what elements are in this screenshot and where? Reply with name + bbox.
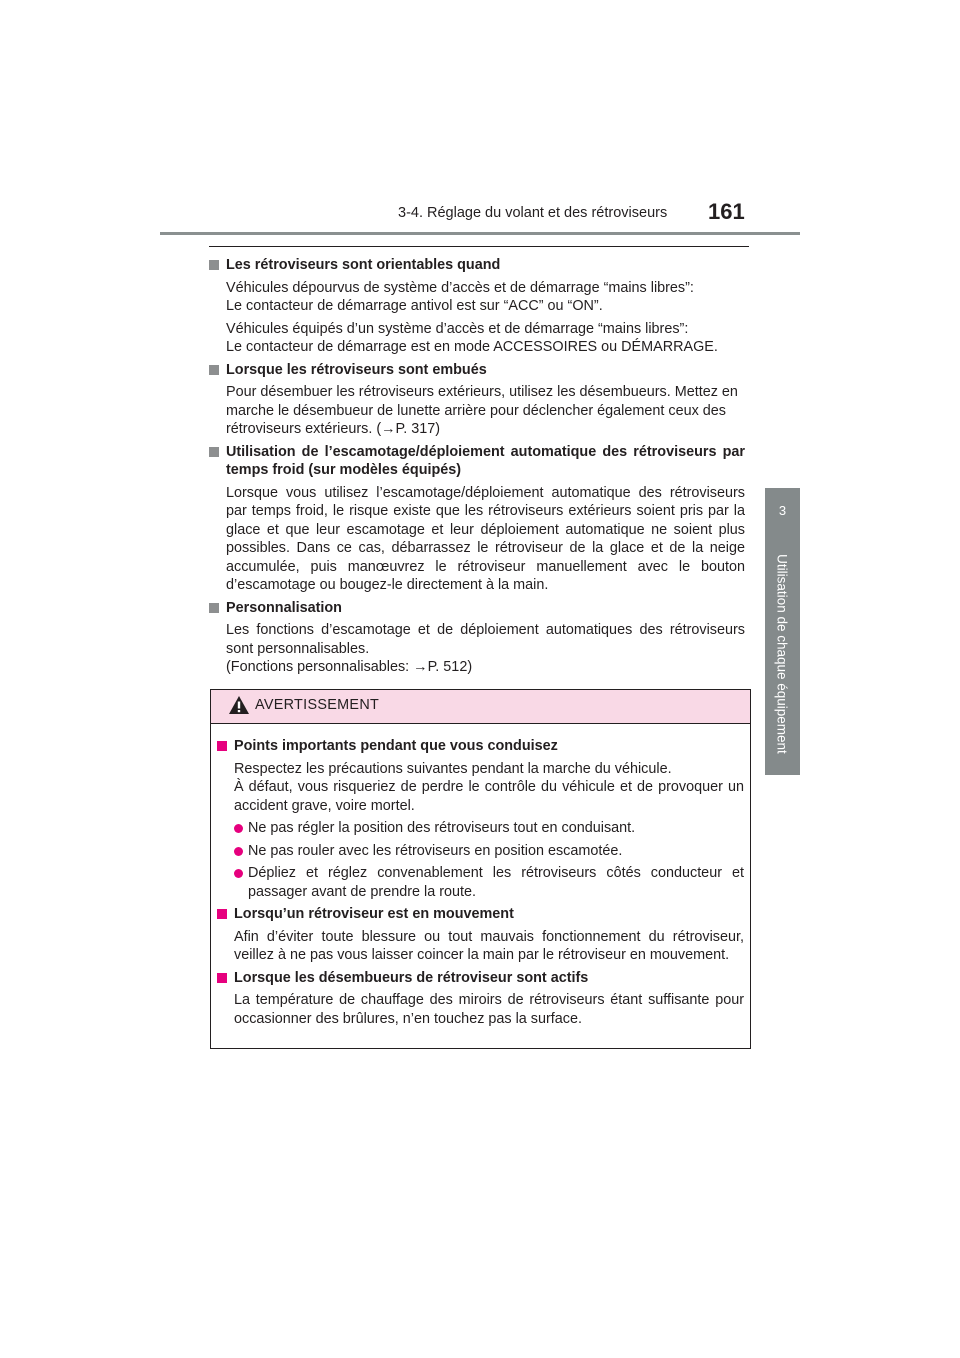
paragraph: Lorsque vous utilisez l’escamotage/déploiement automatique des rétroviseurs par temps froid, le risque existe que les rétroviseurs extérieurs soient pris par la glace et que leur escamotage et leur déploiement automatique ne soient plus possibles. Dans ce cas, débarrassez le rétroviseur de la glace et de la neige accumulée, puis manœuvrez le rétroviseur manuellement avec le bouton d’escamotage ou bougez-le directement à la main.: [226, 484, 745, 593]
paragraph: Respectez les précautions suivantes pendant la marche du véhicule. À défaut, vous risqueriez de perdre le contrôle du véhicule et de provoquer un accident grave, voire mortel.: [234, 760, 744, 814]
warning-item-driving: [217, 737, 744, 901]
pink-square-bullet-icon: [217, 909, 227, 919]
chapter-number: 3: [778, 503, 787, 518]
square-bullet-icon: [209, 447, 219, 457]
section-heading: Personnalisation: [209, 599, 745, 618]
main-content: [209, 256, 745, 681]
section-mirror-adjustable: [209, 256, 745, 357]
bullet-item: Ne pas régler la position des rétroviseurs tout en conduisant.: [217, 819, 744, 838]
pink-square-bullet-icon: [217, 741, 227, 751]
warning-heading: Points importants pendant que vous conduisez: [217, 737, 744, 756]
paragraph: La température de chauffage des miroirs de rétroviseurs étant suffisante pour occasionner des brûlures, n’en touchez pas la surface.: [234, 992, 744, 1027]
bullet-item: Ne pas rouler avec les rétroviseurs en position escamotée.: [217, 842, 744, 861]
warning-box: [210, 689, 751, 1049]
warning-item-defoggers-active: [217, 969, 744, 1029]
section-heading: Utilisation de l’escamotage/déploiement automatique des rétroviseurs par temps froid (sur modèles équipés): [209, 443, 745, 480]
section-customization: [209, 599, 745, 677]
paragraph: Afin d’éviter toute blessure ou tout mauvais fonctionnement du rétroviseur, veillez à ne pas vous laisser coincer la main par le rétroviseur en mouvement.: [234, 928, 744, 963]
warning-heading: Lorsque les désembueurs de rétroviseur sont actifs: [217, 969, 744, 988]
warning-triangle-icon: [228, 695, 250, 715]
section-header: 3-4. Réglage du volant et des rétroviseurs: [398, 205, 668, 221]
warning-heading: Lorsqu’un rétroviseur est en mouvement: [217, 905, 744, 924]
pink-dot-bullet-icon: [234, 847, 243, 856]
pink-square-bullet-icon: [217, 973, 227, 983]
paragraph: Les fonctions d’escamotage et de déploiement automatiques des rétroviseurs sont personnalisables. (Fonctions personnalisables: →P. 512): [226, 622, 745, 675]
paragraph: Pour désembuer les rétroviseurs extérieurs, utilisez les désembueurs. Mettez en marche le désembueur de lunette arrière pour déclencher également ceux des rétroviseurs extérieurs. (→P. 317): [226, 384, 738, 437]
warning-item-mirror-moving: [217, 905, 744, 965]
square-bullet-icon: [209, 260, 219, 270]
header-rule: [160, 232, 800, 235]
section-heading: Les rétroviseurs sont orientables quand: [209, 256, 745, 275]
chapter-title: Utilisation de chaque équipement: [774, 554, 790, 754]
section-cold-weather-folding: [209, 443, 745, 595]
warning-header: [211, 690, 750, 724]
bullet-item: Dépliez et réglez convenablement les rétroviseurs côtés conducteur et passager avant de prendre la route.: [217, 864, 744, 901]
content-rule: [209, 246, 749, 247]
square-bullet-icon: [209, 365, 219, 375]
section-mirror-fogged: [209, 361, 745, 439]
pink-dot-bullet-icon: [234, 869, 243, 878]
paragraph: Véhicules dépourvus de système d’accès et de démarrage “mains libres”: Le contacteur de démarrage antivol est sur “ACC” ou “ON”.: [226, 279, 694, 314]
page-number: 161: [708, 199, 745, 224]
warning-title: AVERTISSEMENT: [255, 697, 380, 713]
section-heading: Lorsque les rétroviseurs sont embués: [209, 361, 745, 380]
paragraph: Véhicules équipés d’un système d’accès et de démarrage “mains libres”: Le contacteur de démarrage est en mode ACCESSOIRES ou DÉMARRAGE.: [226, 320, 718, 355]
square-bullet-icon: [209, 603, 219, 613]
warning-body: [211, 724, 750, 1028]
pink-dot-bullet-icon: [234, 824, 243, 833]
